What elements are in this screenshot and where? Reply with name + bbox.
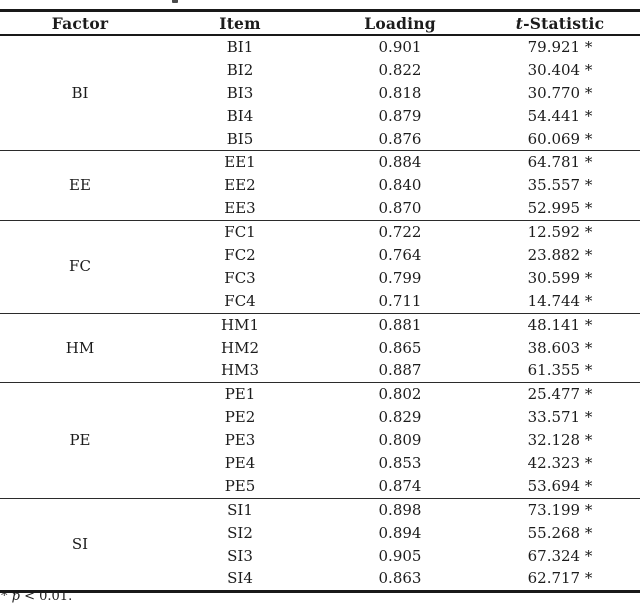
item-cell: FC4 (224, 291, 256, 310)
t-statistic-cell: 48.141 * (527, 315, 593, 334)
t-statistic-cell: 35.557 * (527, 176, 593, 195)
item-cell: HM1 (221, 315, 259, 334)
header-cell-loading: Loading (320, 11, 480, 36)
item-cell: PE4 (224, 453, 256, 472)
cropped-caption-fragment (172, 0, 178, 3)
loading-cell: 0.829 (378, 408, 422, 427)
table-row (0, 151, 640, 174)
table-row (0, 498, 640, 521)
t-statistic-cell: 23.882 * (527, 245, 593, 264)
factor-group-si (0, 498, 640, 592)
t-statistic-cell: 55.268 * (527, 523, 593, 542)
header-cell-item: Item (160, 11, 320, 36)
table-row (0, 35, 640, 59)
factor-cell: HM (65, 338, 95, 357)
t-statistic-cell: 61.355 * (527, 361, 593, 380)
item-cell: SI1 (227, 500, 253, 519)
item-cell: PE1 (224, 385, 256, 404)
factor-cell: FC (69, 257, 91, 276)
loading-cell: 0.870 (378, 199, 422, 218)
item-cell: BI4 (226, 106, 254, 125)
loading-cell: 0.865 (378, 338, 422, 357)
item-cell: EE2 (224, 176, 256, 195)
factor-cell: BI (71, 83, 89, 102)
table-footnote: * p < 0.01. (1, 589, 73, 604)
loading-cell: 0.905 (378, 546, 422, 565)
loading-cell: 0.874 (378, 476, 422, 495)
loading-cell: 0.894 (378, 523, 422, 542)
header-cell-t-statistic: t-Statistic (480, 11, 640, 36)
t-statistic-cell: 12.592 * (527, 223, 593, 242)
item-cell: FC2 (224, 245, 256, 264)
t-statistic-cell: 32.128 * (527, 431, 593, 450)
loading-cell: 0.898 (378, 500, 422, 519)
loading-cell: 0.799 (378, 268, 422, 287)
t-statistic-cell: 42.323 * (527, 453, 593, 472)
loading-cell: 0.863 (378, 569, 422, 588)
item-cell: BI1 (226, 37, 254, 56)
t-statistic-cell: 54.441 * (527, 106, 593, 125)
t-statistic-cell: 30.770 * (527, 83, 593, 102)
table-row (0, 313, 640, 336)
t-statistic-cell: 25.477 * (527, 385, 593, 404)
loading-cell: 0.853 (378, 453, 422, 472)
item-cell: EE3 (224, 199, 256, 218)
loading-cell: 0.764 (378, 245, 422, 264)
factor-cell: EE (69, 176, 91, 195)
loading-cell: 0.711 (378, 291, 422, 310)
t-statistic-cell: 64.781 * (527, 153, 593, 172)
factor-group-bi (0, 35, 640, 151)
loading-cell: 0.876 (378, 129, 422, 148)
loading-cell: 0.887 (378, 361, 422, 380)
t-statistic-cell: 60.069 * (527, 129, 593, 148)
t-statistic-cell: 38.603 * (527, 338, 593, 357)
loading-cell: 0.881 (378, 315, 422, 334)
item-cell: BI5 (226, 129, 254, 148)
factor-group-pe (0, 383, 640, 498)
item-cell: SI2 (227, 523, 253, 542)
item-cell: SI4 (227, 569, 253, 588)
loading-cell: 0.722 (378, 223, 422, 242)
factor-cell: PE (69, 431, 91, 450)
item-cell: HM2 (221, 338, 259, 357)
item-cell: SI3 (227, 546, 253, 565)
item-cell: PE3 (224, 431, 256, 450)
loading-cell: 0.809 (378, 431, 422, 450)
item-cell: BI2 (226, 60, 254, 79)
item-cell: PE2 (224, 408, 256, 427)
loading-cell: 0.840 (378, 176, 422, 195)
loading-cell: 0.818 (378, 83, 422, 102)
table-header-row (0, 11, 640, 36)
loading-cell: 0.879 (378, 106, 422, 125)
t-statistic-cell: 79.921 * (527, 37, 593, 56)
item-cell: FC1 (224, 223, 256, 242)
t-statistic-cell: 62.717 * (527, 569, 593, 588)
table-row (0, 221, 640, 244)
item-cell: BI3 (226, 83, 254, 102)
loading-cell: 0.884 (378, 153, 422, 172)
t-statistic-cell: 14.744 * (527, 291, 593, 310)
t-statistic-cell: 30.599 * (527, 268, 593, 287)
table-row (0, 383, 640, 406)
item-cell: FC3 (224, 268, 256, 287)
factor-group-ee (0, 151, 640, 221)
factor-group-fc (0, 221, 640, 314)
t-statistic-cell: 73.199 * (527, 500, 593, 519)
factor-cell: SI (71, 535, 89, 554)
header-cell-factor: Factor (0, 11, 160, 36)
t-statistic-cell: 33.571 * (527, 408, 593, 427)
t-statistic-cell: 67.324 * (527, 546, 593, 565)
t-statistic-cell: 30.404 * (527, 60, 593, 79)
loading-cell: 0.822 (378, 60, 422, 79)
factor-group-hm (0, 313, 640, 383)
t-statistic-cell: 52.995 * (527, 199, 593, 218)
loading-cell: 0.901 (378, 37, 422, 56)
table-header (0, 11, 640, 36)
factor-loadings-table (0, 9, 640, 593)
item-cell: HM3 (221, 361, 259, 380)
t-statistic-cell: 53.694 * (527, 476, 593, 495)
item-cell: EE1 (224, 153, 256, 172)
item-cell: PE5 (224, 476, 256, 495)
loading-cell: 0.802 (378, 385, 422, 404)
